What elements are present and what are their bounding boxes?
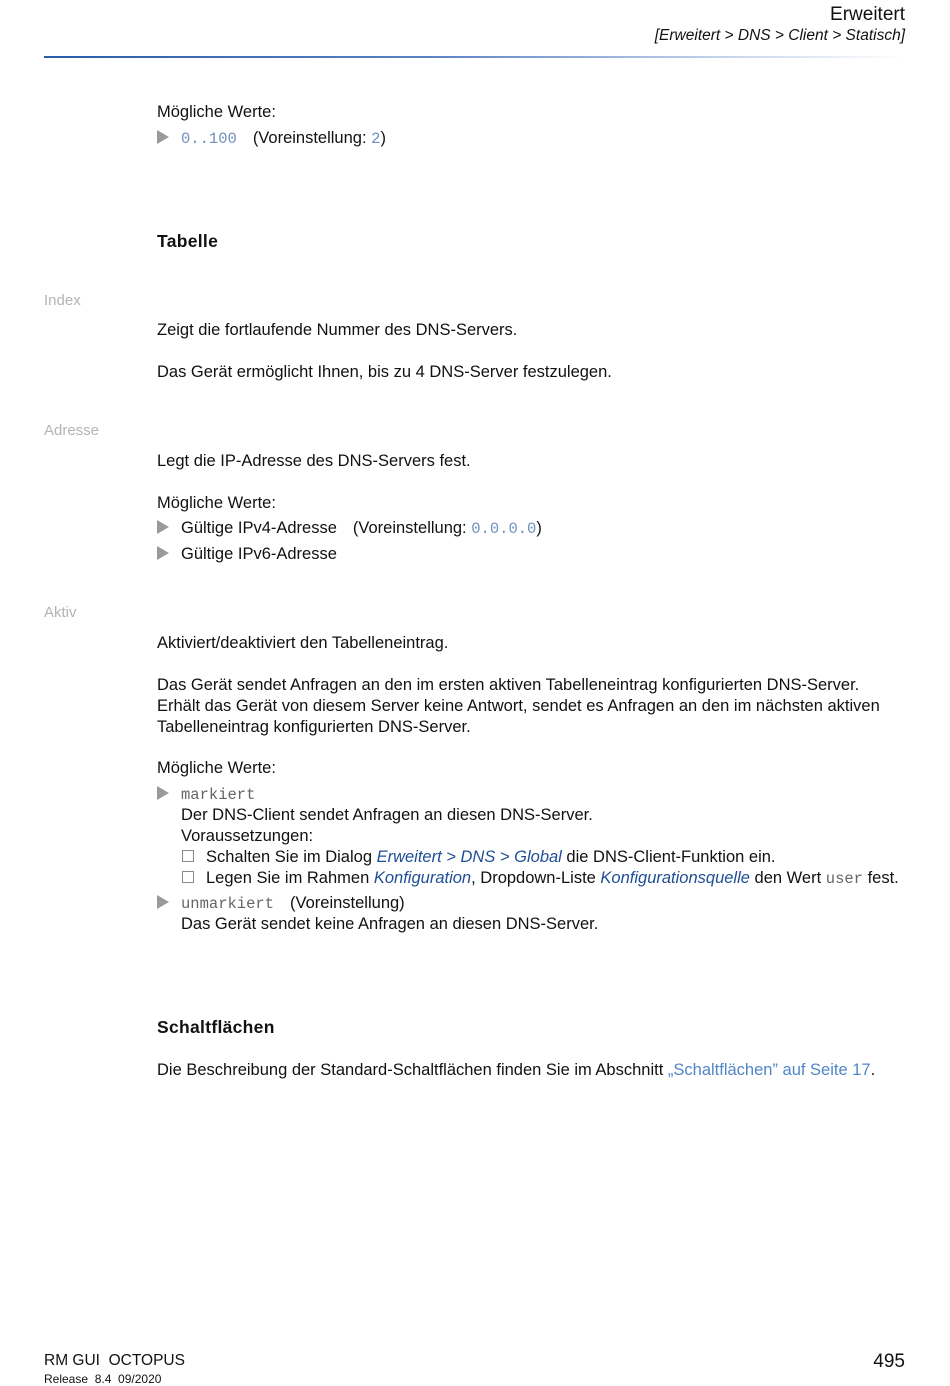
default-suffix: ) — [380, 129, 386, 147]
aktiv-detail-line1: Das Gerät sendet Anfragen an den im ersten aktiven Tabelleneintrag konfigurierten DNS-Server. — [157, 676, 860, 694]
aktiv-option-marked — [157, 784, 255, 806]
aktiv-option-unmarked — [157, 893, 405, 915]
page-number: 495 — [873, 1351, 905, 1372]
prerequisites-label: Voraussetzungen: — [181, 827, 314, 845]
option-ipv4-label: Gültige IPv4-Adresse — [181, 519, 337, 537]
footer-release: Release 8.4 09/2020 — [44, 1372, 162, 1386]
value-range: 0..100 — [181, 130, 237, 148]
default-value: 0.0.0.0 — [471, 520, 537, 538]
prerequisite-item-1 — [182, 847, 776, 868]
bullet-triangle-icon — [157, 130, 169, 144]
req1-text-end: die DNS-Client-Funktion ein. — [561, 848, 776, 866]
field-label-adresse: Adresse — [44, 422, 100, 439]
option-unmarked-description: Das Gerät sendet keine Anfragen an diesen DNS-Server. — [181, 915, 599, 933]
breadcrumb: [Erweitert > DNS > Client > Statisch] — [654, 27, 905, 44]
aktiv-description: Aktiviert/deaktiviert den Tabelleneintrag. — [157, 634, 449, 652]
header-rule — [44, 56, 906, 58]
schaltflaechen-text — [157, 1060, 875, 1081]
option-unmarked-default: (Voreinstellung) — [290, 894, 405, 912]
code-user: user — [825, 870, 863, 888]
req2-text-end: fest. — [863, 869, 899, 887]
field-label-index: Index — [44, 292, 81, 309]
header-title: Erweitert — [830, 4, 905, 25]
bullet-triangle-icon — [157, 546, 169, 560]
adresse-option-ipv4 — [157, 518, 542, 540]
option-ipv6-label: Gültige IPv6-Adresse — [181, 545, 337, 563]
adresse-option-ipv6 — [157, 544, 337, 565]
aktiv-values-label: Mögliche Werte: — [157, 759, 276, 777]
aktiv-detail-line2: Erhält das Gerät von diesem Server keine Antwort, sendet es Anfragen an den im nächsten aktiven — [157, 697, 880, 715]
schalt-text-end: . — [870, 1061, 876, 1079]
footer-product: RM GUI OCTOPUS — [44, 1352, 185, 1369]
checkbox-square-icon — [182, 871, 194, 883]
index-description: Zeigt die fortlaufende Nummer des DNS-Servers. — [157, 321, 518, 339]
option-marked-description: Der DNS-Client sendet Anfragen an diesen DNS-Server. — [181, 806, 593, 824]
bullet-triangle-icon — [157, 520, 169, 534]
req2-text-mid: , Dropdown-Liste — [471, 869, 601, 887]
link-konfiguration[interactable]: Konfiguration — [373, 869, 472, 887]
prerequisite-item-2 — [182, 868, 899, 890]
req2-text: Legen Sie im Rahmen — [206, 869, 374, 887]
adresse-values-label: Mögliche Werte: — [157, 494, 276, 512]
checkbox-square-icon — [182, 850, 194, 862]
link-schaltflaechen-seite-17[interactable]: „Schaltflächen” auf Seite 17 — [667, 1061, 871, 1079]
default-prefix: (Voreinstellung: — [252, 129, 372, 147]
section-heading-tabelle: Tabelle — [157, 231, 219, 251]
default-prefix: (Voreinstellung: — [352, 519, 472, 537]
option-marked-value: markiert — [181, 786, 256, 804]
link-konfigurationsquelle[interactable]: Konfigurationsquelle — [600, 869, 750, 887]
index-note: Das Gerät ermöglicht Ihnen, bis zu 4 DNS-Server festzulegen. — [157, 363, 612, 381]
aktiv-detail-line3: Tabelleneintrag konfigurierten DNS-Server. — [157, 718, 471, 736]
default-suffix: ) — [536, 519, 542, 537]
section-heading-schaltflaechen: Schaltflächen — [157, 1017, 275, 1037]
values-label: Mögliche Werte: — [157, 103, 276, 121]
link-erweitert-dns-global[interactable]: Erweitert > DNS > Global — [376, 848, 562, 866]
adresse-description: Legt die IP-Adresse des DNS-Servers fest. — [157, 452, 471, 470]
value-range-item — [157, 128, 386, 150]
default-value: 2 — [371, 130, 381, 148]
bullet-triangle-icon — [157, 895, 169, 909]
option-unmarked-value: unmarkiert — [181, 895, 275, 913]
schalt-text-start: Die Beschreibung der Standard-Schaltflächen finden Sie im Abschnitt — [157, 1061, 668, 1079]
req2-text-mid2: den Wert — [749, 869, 826, 887]
req1-text: Schalten Sie im Dialog — [206, 848, 377, 866]
bullet-triangle-icon — [157, 786, 169, 800]
field-label-aktiv: Aktiv — [44, 604, 77, 621]
